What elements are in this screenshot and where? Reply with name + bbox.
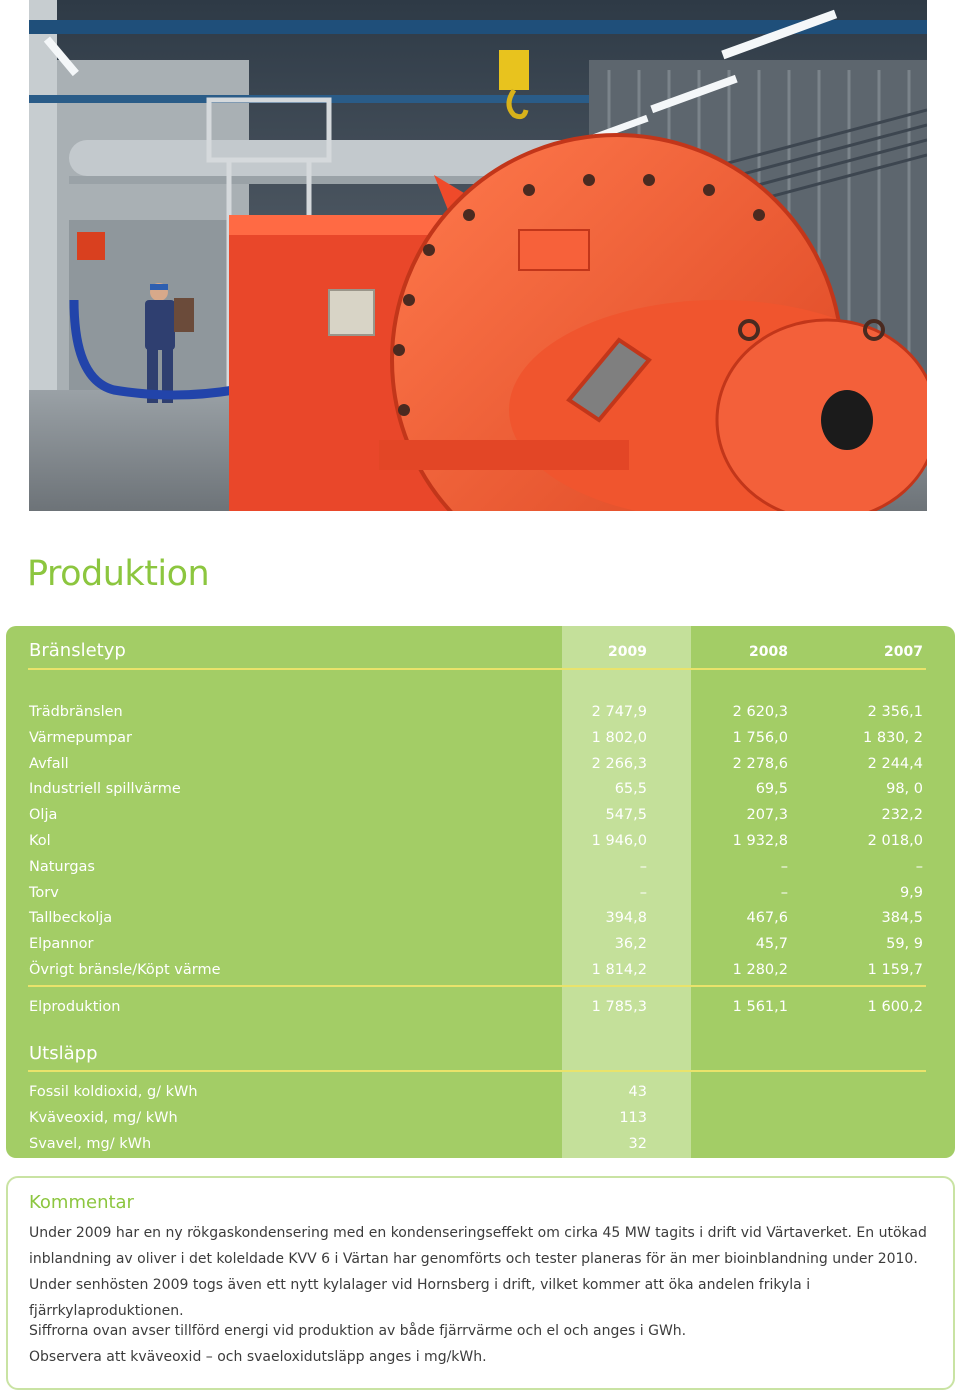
comment-note-units: Siffrorna ovan avser tillförd energi vid produktion av både fjärrvärme och el och anges i GWh. [29,1323,687,1339]
cell-2008: 1 280,2 [732,962,788,978]
cell-2009: 43 [628,1084,647,1100]
cell-2007: 1 600,2 [867,999,923,1015]
divider-rule [28,985,926,987]
cell-2008: 1 756,0 [732,730,788,746]
cell-2009: 113 [619,1110,647,1126]
cell-2009: 1 946,0 [591,833,647,849]
row-label: Fossil koldioxid, g/ kWh [29,1084,198,1100]
cell-2009: 65,5 [614,781,647,797]
cell-2008: – [780,859,788,875]
cell-2007: 9,9 [899,885,923,901]
cell-2009: – [639,885,647,901]
row-label: Elpannor [29,936,94,952]
cell-2007: 98, 0 [886,781,923,797]
production-table [6,626,955,1158]
comment-note-emissions: Observera att kväveoxid – och svaeloxidutsläpp anges i mg/kWh. [29,1349,487,1365]
row-label: Kväveoxid, mg/ kWh [29,1110,178,1126]
cell-2007: 384,5 [881,910,923,926]
row-label: Övrigt bränsle/Köpt värme [29,962,221,978]
cell-2007: 2 356,1 [867,704,923,720]
cell-2008: 69,5 [755,781,788,797]
year-header-2007: 2007 [884,644,923,660]
year-header-2008: 2008 [749,644,788,660]
cell-2009: 2 747,9 [591,704,647,720]
row-label: Svavel, mg/ kWh [29,1136,152,1152]
cell-2008: 2 620,3 [732,704,788,720]
cell-2009: – [639,859,647,875]
year-header-2009: 2009 [608,644,647,660]
cell-2008: 207,3 [746,807,788,823]
power-plant-machinery-image [29,0,927,511]
cell-2007: 2 244,4 [867,756,923,772]
row-label: Värmepumpar [29,730,133,746]
cell-2008: – [780,885,788,901]
cell-2008: 1 932,8 [732,833,788,849]
cell-2009: 1 785,3 [591,999,647,1015]
row-label: Torv [29,885,59,901]
row-label: Industriell spillvärme [29,781,181,797]
cell-2009: 2 266,3 [591,756,647,772]
cell-2007: – [915,859,923,875]
header-rule [28,668,926,670]
cell-2007: 232,2 [881,807,923,823]
cell-2008: 45,7 [755,936,788,952]
cell-2007: 59, 9 [886,936,923,952]
header-label: Bränsletyp [29,640,126,661]
cell-2009: 36,2 [614,936,647,952]
comment-body: Under 2009 har en ny rökgaskondensering med en kondenseringseffekt om cirka 45 MW tagits i drift vid Värtaverket. En utökad inblandning av oliver i det koleldade KVV 6 i Värtan har genomförts och tester planeras för än mer bioinblandning under 2010. Under senhösten 2009 togs även ett nytt kylalager vid Hornsberg i drift, vilket kommer att öka andelen frikyla i fjärrkylaproduktionen. [29,1225,927,1319]
cell-2009: 1 814,2 [591,962,647,978]
cell-2007: 2 018,0 [867,833,923,849]
comment-box [6,1176,955,1390]
emissions-heading: Utsläpp [29,1043,98,1064]
row-label: Tallbeckolja [29,910,113,926]
row-label: Kol [29,833,51,849]
cell-2009: 1 802,0 [591,730,647,746]
cell-2007: 1 830, 2 [863,730,923,746]
row-label: Avfall [29,756,69,772]
comment-title: Kommentar [29,1192,134,1213]
cell-2008: 1 561,1 [732,999,788,1015]
cell-2009: 394,8 [605,910,647,926]
row-label: Naturgas [29,859,95,875]
page-title: Produktion [27,554,210,594]
row-label: Elproduktion [29,999,121,1015]
row-label: Trädbränslen [29,704,123,720]
emissions-rule [28,1070,926,1072]
cell-2007: 1 159,7 [867,962,923,978]
hero-photo [29,0,927,511]
cell-2009: 32 [628,1136,647,1152]
cell-2009: 547,5 [605,807,647,823]
row-label: Olja [29,807,58,823]
cell-2008: 2 278,6 [732,756,788,772]
cell-2008: 467,6 [746,910,788,926]
